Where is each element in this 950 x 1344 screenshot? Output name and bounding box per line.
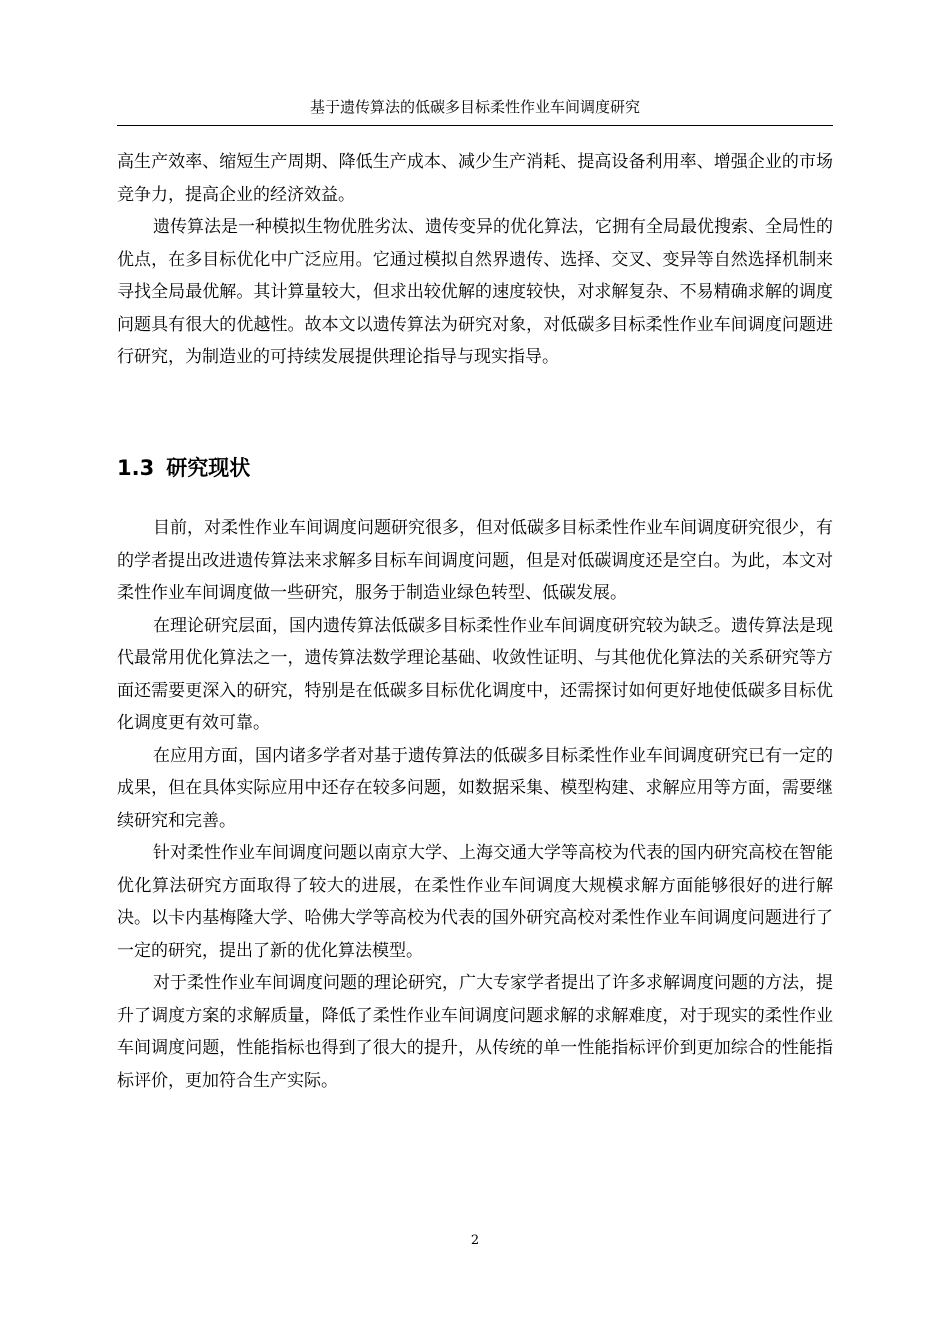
page-number: 2: [470, 1233, 480, 1248]
section-number: 1.3: [117, 456, 155, 480]
paragraph: 目前，对柔性作业车间调度问题研究很多，但对低碳多目标柔性作业车间调度研究很少，有的学者提出改进遗传算法来求解多目标车间调度问题，但是对低碳调度还是空白。为此，本文对柔性作业车间调度做一些研究，服务于制造业绿色转型、低碳发展。: [117, 518, 833, 603]
paragraph: 对于柔性作业车间调度问题的理论研究，广大专家学者提出了许多求解调度问题的方法，提升了调度方案的求解质量，降低了柔性作业车间调度问题求解的求解难度，对于现实的柔性作业车间调度问题，性能指标也得到了很大的提升，从传统的单一性能指标评价到更加综合的性能指标评价，更加符合生产实际。: [117, 973, 833, 1091]
paragraph: 遗传算法是一种模拟生物优胜劣汰、遗传变异的优化算法，它拥有全局最优搜索、全局性的优点，在多目标优化中广泛应用。它通过模拟自然界遗传、选择、交叉、变异等自然选择机制来寻找全局最优解。其计算量较大，但求出较优解的速度较快，对求解复杂、不易精确求解的调度问题具有很大的优越性。故本文以遗传算法为研究对象，对低碳多目标柔性作业车间调度问题进行研究，为制造业的可持续发展提供理论指导与现实指导。: [117, 217, 833, 367]
paragraph: 在应用方面，国内诸多学者对基于遗传算法的低碳多目标柔性作业车间调度研究已有一定的成果，但在具体实际应用中还存在较多问题，如数据采集、模型构建、求解应用等方面，需要继续研究和完善。: [117, 745, 833, 831]
section-heading: [117, 452, 250, 484]
running-header: 基于遗传算法的低碳多目标柔性作业车间调度研究: [309, 98, 640, 116]
paragraph: 高生产效率、缩短生产周期、降低生产成本、减少生产消耗、提高设备利用率、增强企业的市场竞争力，提高企业的经济效益。: [117, 152, 833, 205]
intro-text: [117, 146, 833, 374]
header-rule: [117, 125, 833, 126]
section-title: 研究现状: [166, 456, 251, 480]
section-text: [117, 512, 833, 1097]
paragraph: 针对柔性作业车间调度问题以南京大学、上海交通大学等高校为代表的国内研究高校在智能优化算法研究方面取得了较大的进展，在柔性作业车间调度大规模求解方面能够很好的进行解决。以卡内基梅隆大学、哈佛大学等高校为代表的国外研究高校对柔性作业车间调度问题进行了一定的研究，提出了新的优化算法模型。: [117, 843, 833, 961]
paragraph: 在理论研究层面，国内遗传算法低碳多目标柔性作业车间调度研究较为缺乏。遗传算法是现代最常用优化算法之一，遗传算法数学理论基础、收敛性证明、与其他优化算法的关系研究等方面还需要更深入的研究，特别是在低碳多目标优化调度中，还需探讨如何更好地使低碳多目标优化调度更有效可靠。: [117, 615, 833, 733]
